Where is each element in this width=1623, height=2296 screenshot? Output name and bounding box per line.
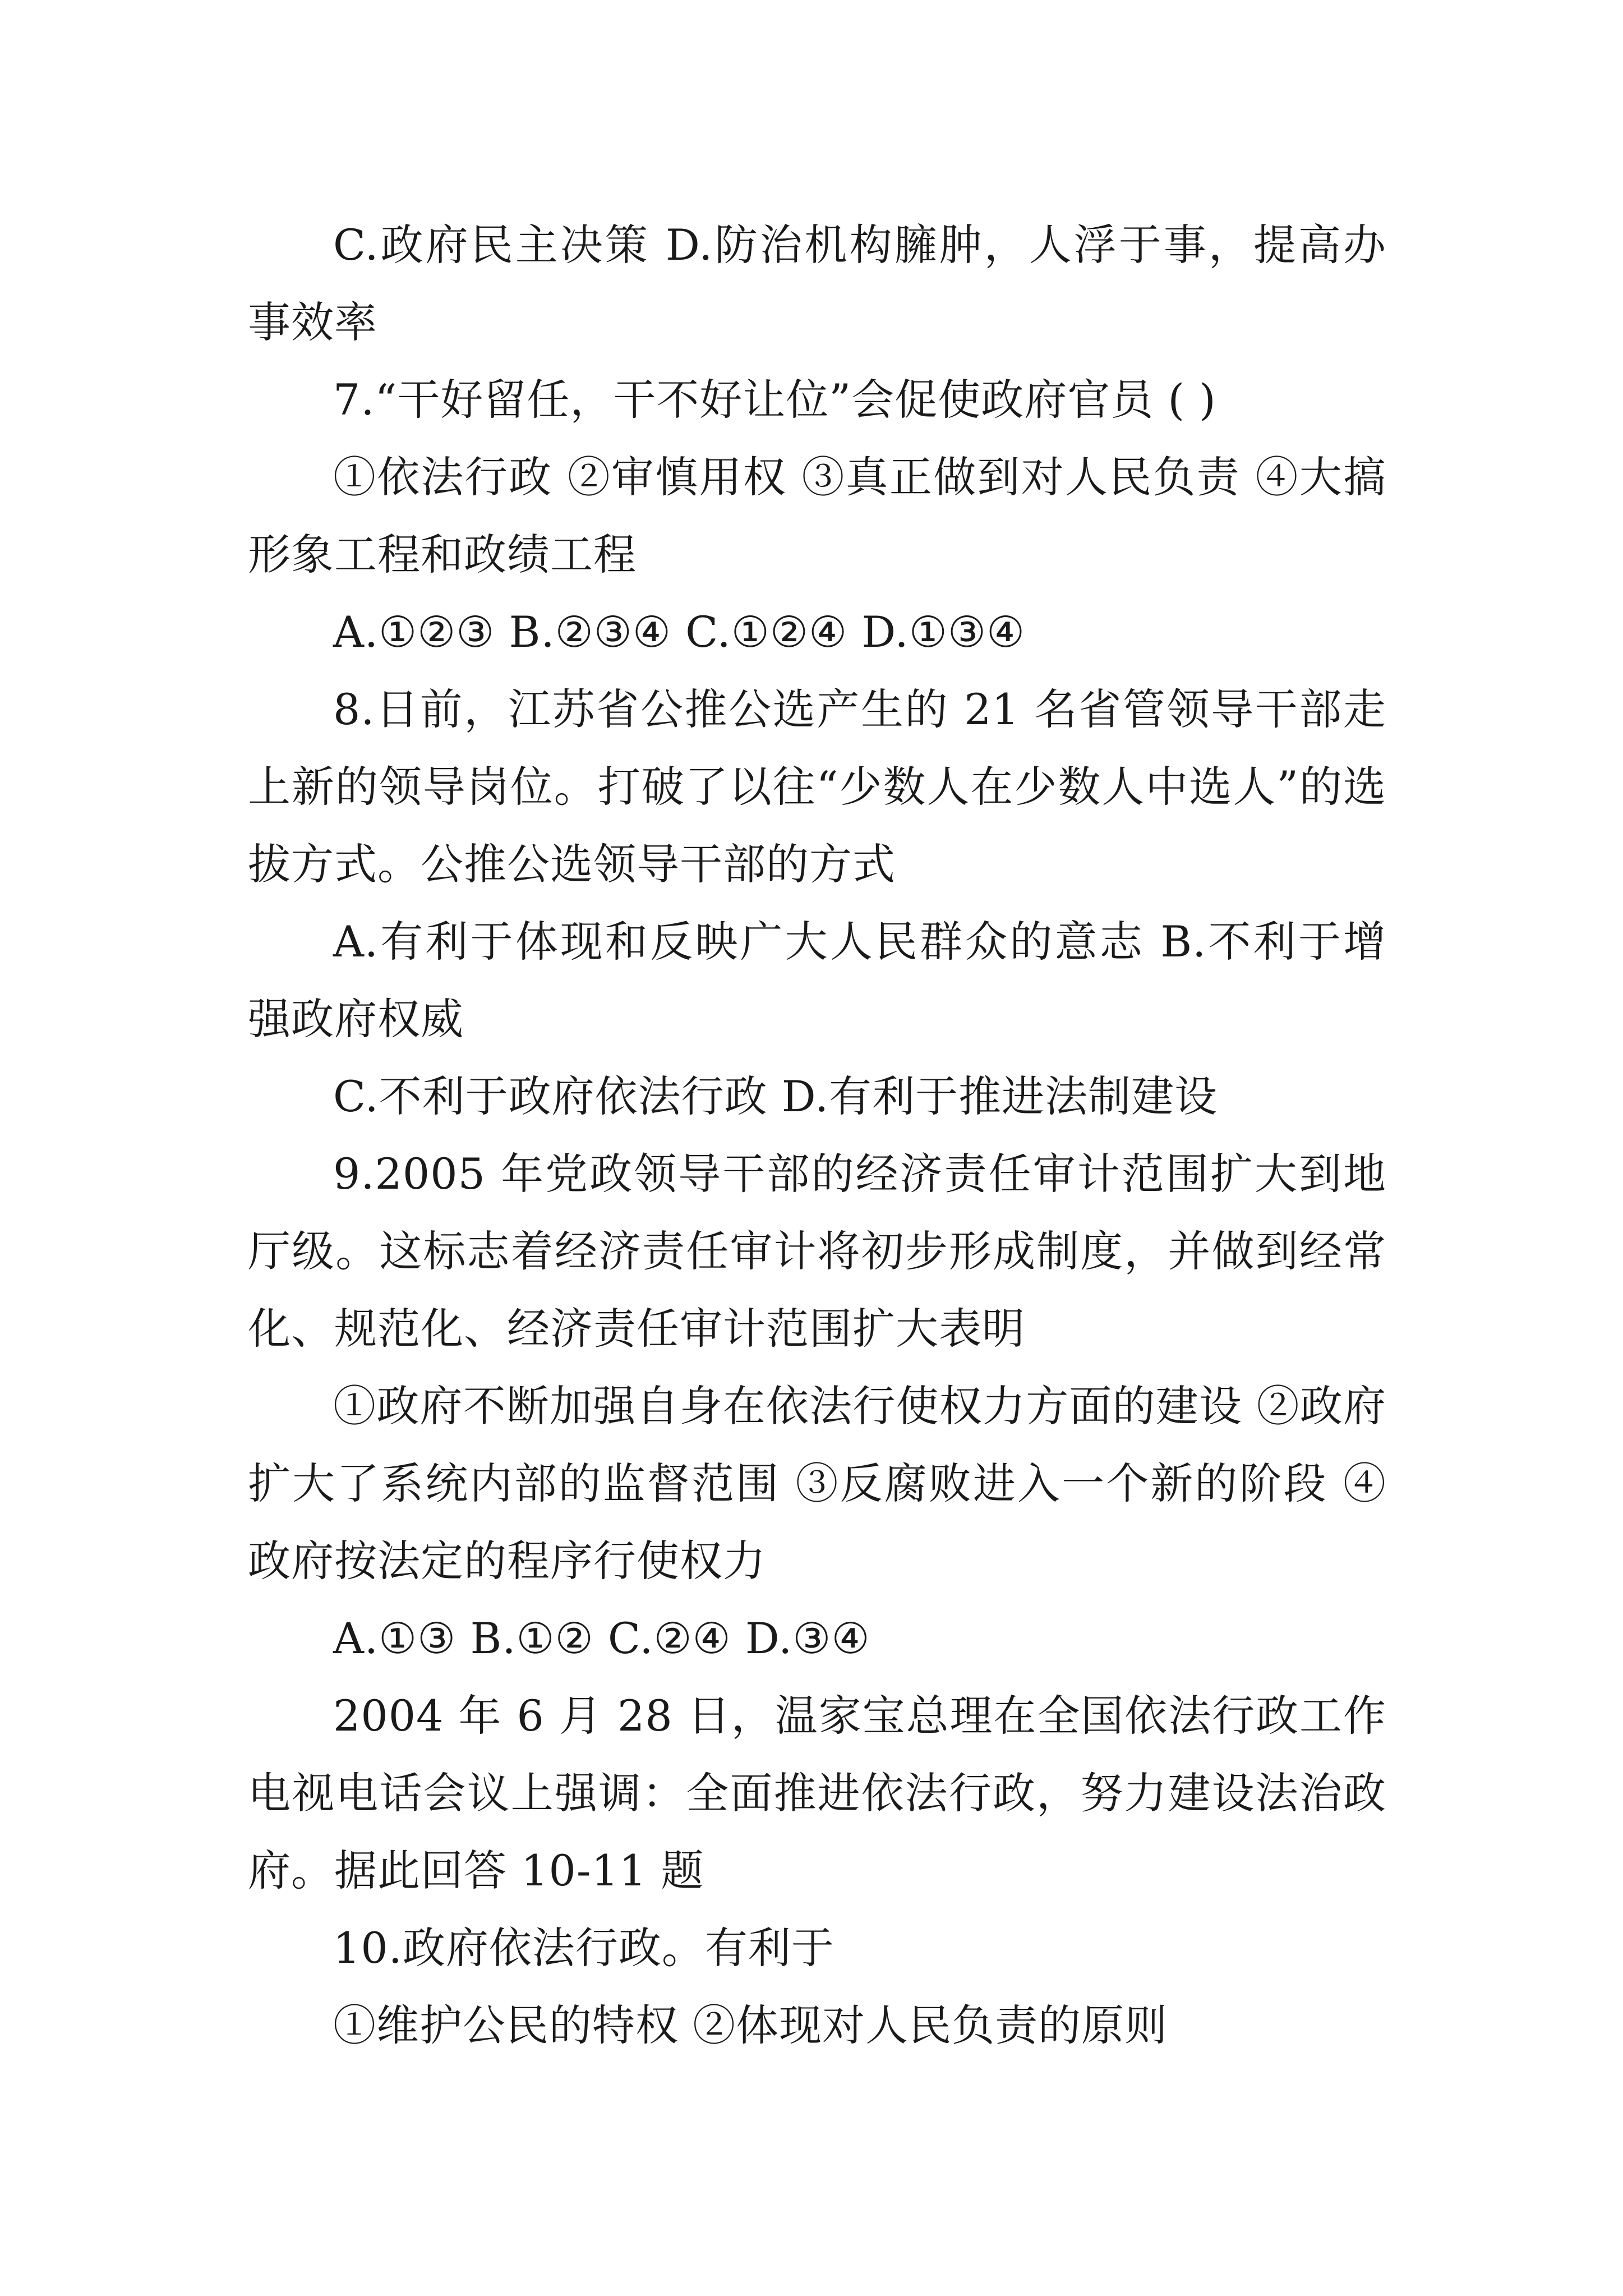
paragraph-question-8-options-a-b: A.有利于体现和反映广大人民群众的意志 B.不利于增强政府权威 [248,917,1386,1044]
paragraph-question-8: 8.日前，江苏省公推公选产生的 21 名省管领导干部走上新的领导岗位。打破了以往“少数人在少数人中选人”的选拔方式。公推公选领导干部的方式 [248,684,1386,889]
paragraph-option-c-d-q6: C.政府民主决策 D.防治机构臃肿，人浮于事，提高办事效率 [248,220,1386,347]
paragraph-material-10-11: 2004 年 6 月 28 日，温家宝总理在全国依法行政工作电视电话会议上强调：全面推进依法行政，努力建设法治政府。据此回答 10-11 题 [248,1691,1386,1895]
document-body [248,206,1386,2064]
paragraph-question-10-statements: ①维护公民的特权 ②体现对人民负责的原则 [333,2000,1168,2050]
paragraph-question-7-options: A.①②③ B.②③④ C.①②④ D.①③④ [333,607,1026,657]
paragraph-question-7-statements: ①依法行政 ②审慎用权 ③真正做到对人民负责 ④大搞形象工程和政绩工程 [248,452,1386,579]
paragraph-question-7: 7.“干好留任，干不好让位”会促使政府官员 ( ) [333,375,1216,425]
paragraph-question-9-statements: ①政府不断加强自身在依法行使权力方面的建设 ②政府扩大了系统内部的监督范围 ③反腐败进入一个新的阶段 ④政府按法定的程序行使权力 [248,1381,1386,1586]
paragraph-question-8-options-c-d: C.不利于政府依法行政 D.有利于推进法制建设 [333,1071,1218,1121]
paragraph-question-9-options: A.①③ B.①② C.②④ D.③④ [333,1613,870,1663]
paragraph-question-10: 10.政府依法行政。有利于 [333,1923,834,1973]
paragraph-question-9: 9.2005 年党政领导干部的经济责任审计范围扩大到地厅级。这标志着经济责任审计将初步形成制度，并做到经常化、规范化、经济责任审计范围扩大表明 [248,1149,1386,1354]
